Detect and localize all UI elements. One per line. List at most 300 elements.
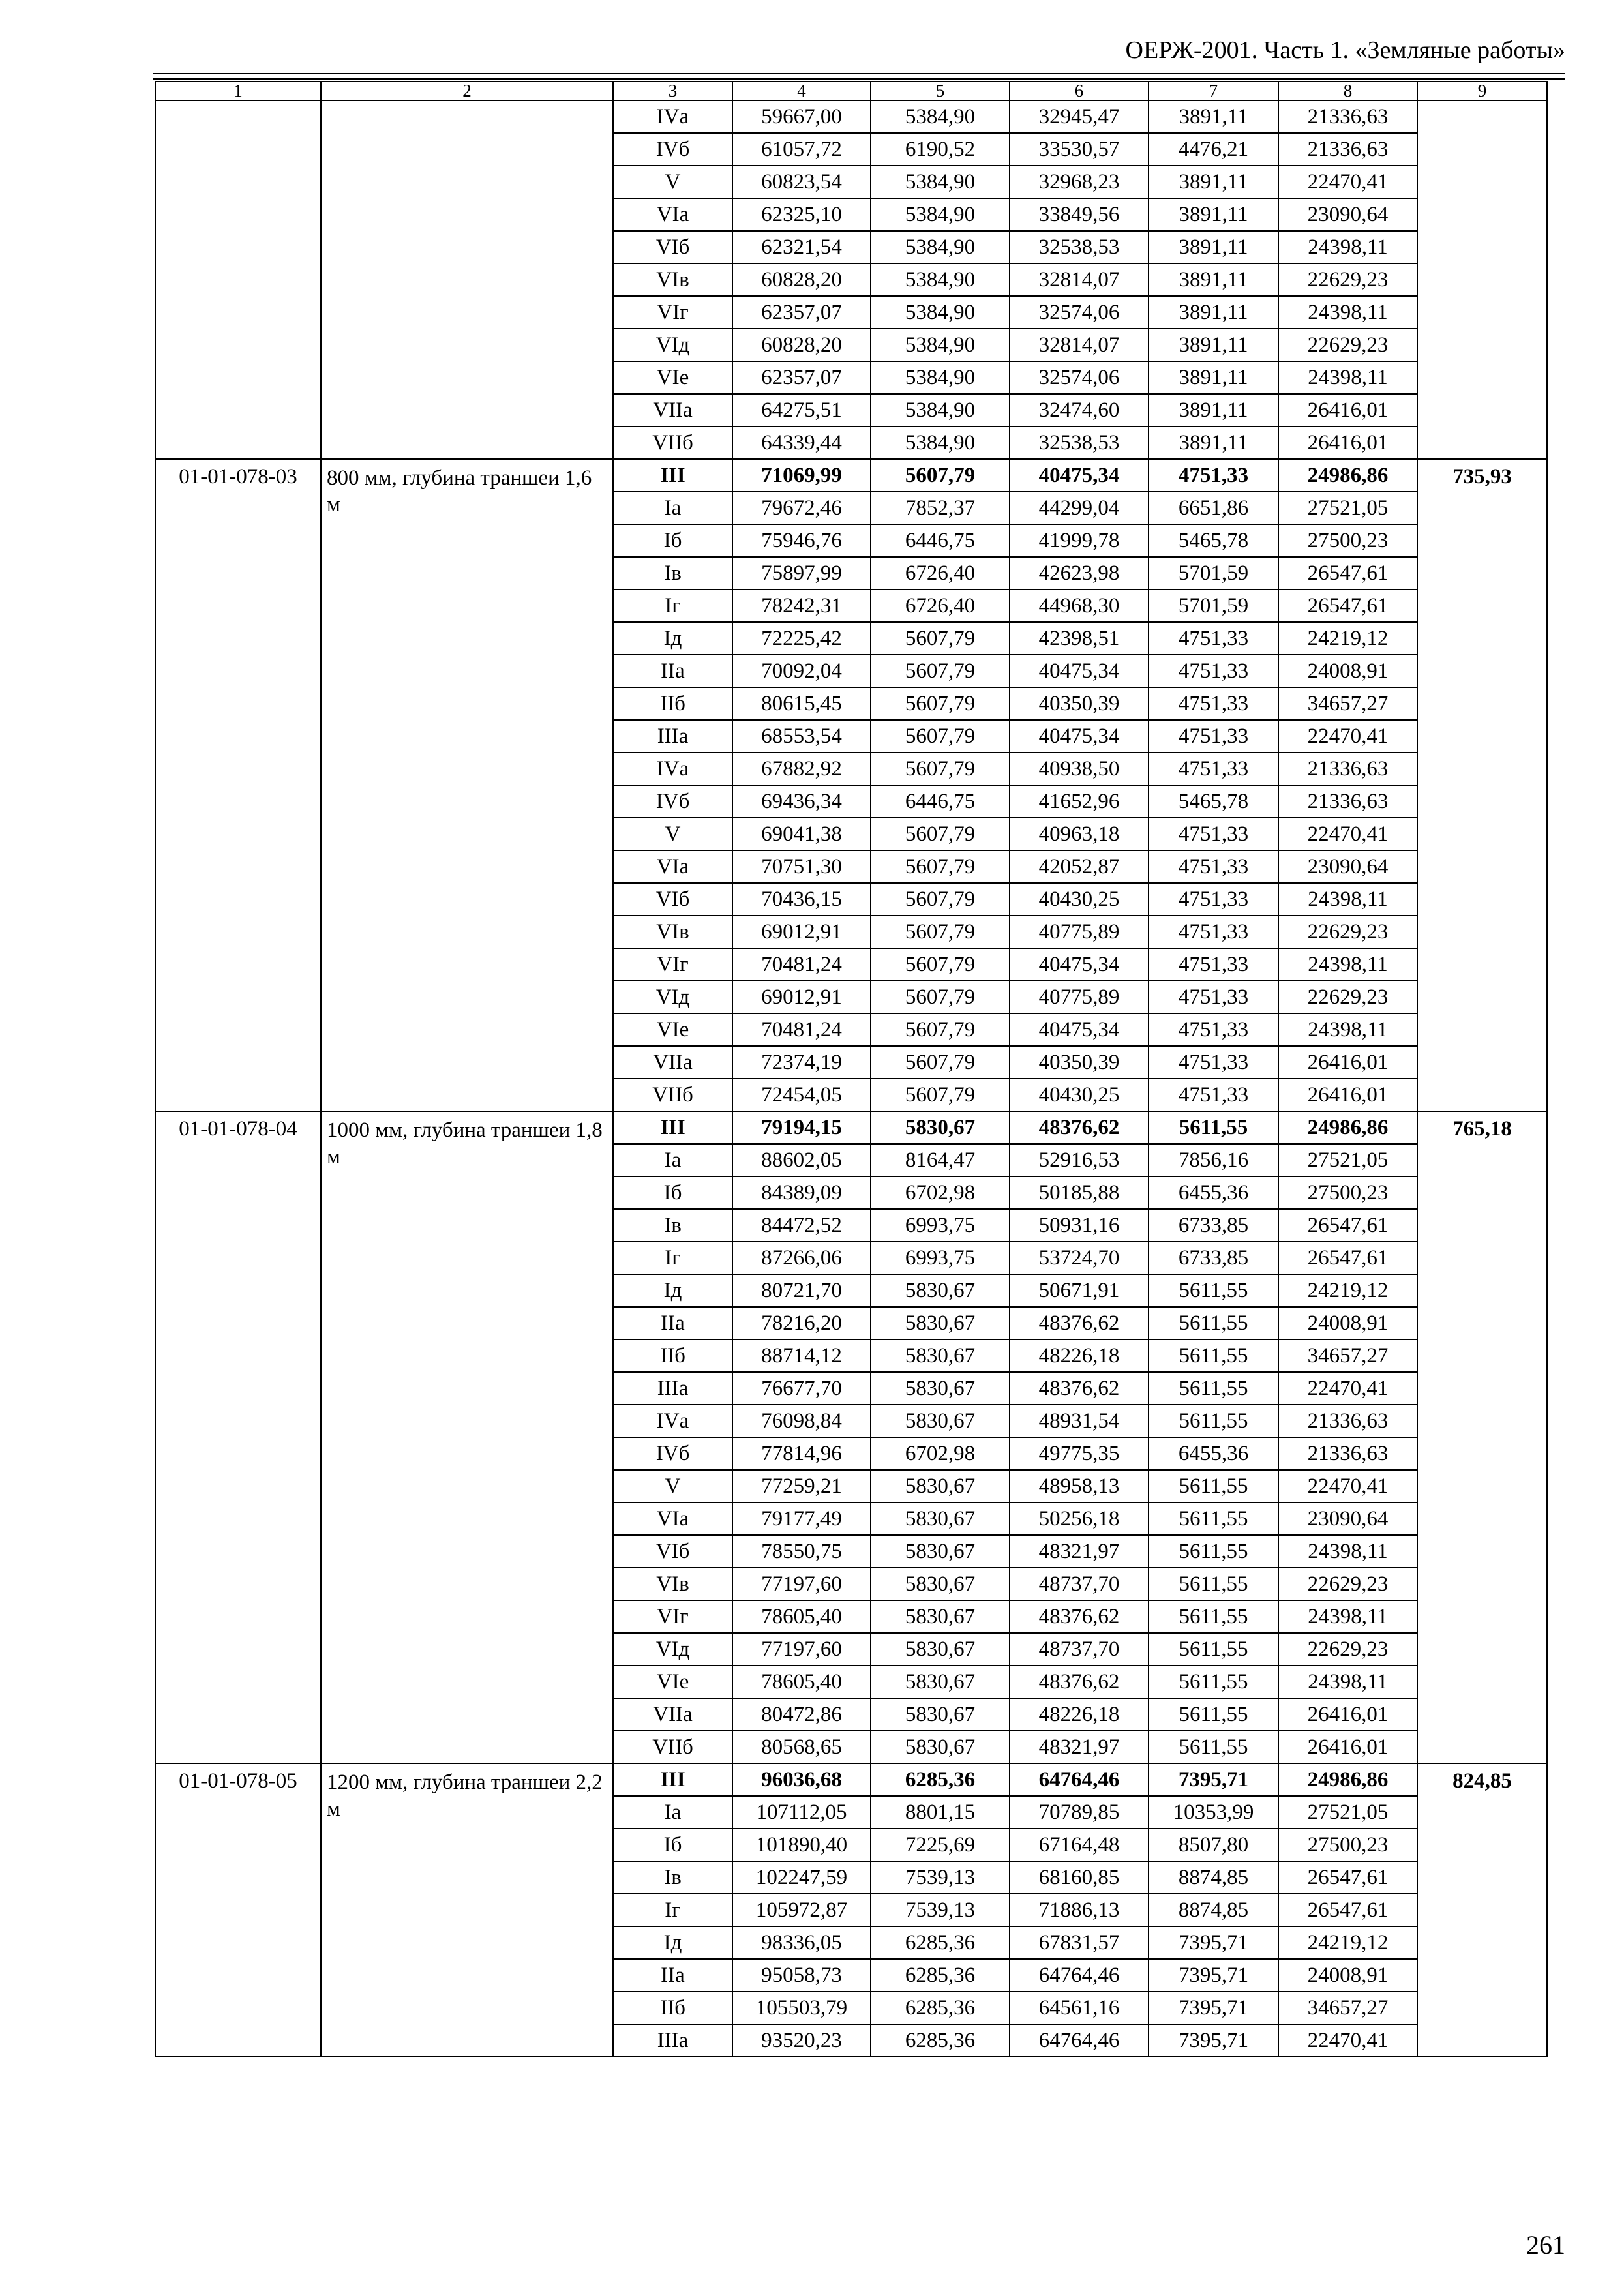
value-cell: 48321,97 [1010,1731,1149,1763]
value-cell: 42623,98 [1010,557,1149,590]
value-cell: 107112,05 [732,1796,871,1829]
zone-cell: VIе [613,1013,732,1046]
value-cell: 5384,90 [871,100,1010,133]
value-cell: 26547,61 [1278,1242,1417,1274]
value-cell: 5611,55 [1149,1307,1278,1339]
value-cell: 5607,79 [871,883,1010,916]
zone-cell: III [613,459,732,492]
value-cell: 70751,30 [732,850,871,883]
value-cell: 6455,36 [1149,1176,1278,1209]
zone-cell: Iа [613,492,732,524]
value-cell: 22470,41 [1278,818,1417,850]
value-cell: 68160,85 [1010,1861,1149,1894]
value-cell: 69041,38 [732,818,871,850]
value-cell: 5830,67 [871,1339,1010,1372]
zone-cell: Iг [613,1894,732,1926]
value-cell: 64764,46 [1010,2024,1149,2057]
value-cell: 5607,79 [871,916,1010,948]
column-number: 2 [321,82,613,100]
value-cell: 4751,33 [1149,459,1278,492]
value-cell: 48226,18 [1010,1339,1149,1372]
zone-cell: VIв [613,263,732,296]
value-cell: 32968,23 [1010,166,1149,198]
value-cell: 96036,68 [732,1763,871,1796]
rate-description: 800 мм, глубина траншеи 1,6 м [321,459,613,1111]
value-cell: 5465,78 [1149,785,1278,818]
rate-code: 01-01-078-03 [155,459,321,1111]
value-cell: 3891,11 [1149,426,1278,459]
value-cell: 27500,23 [1278,524,1417,557]
value-cell: 21336,63 [1278,753,1417,785]
value-cell: 4476,21 [1149,133,1278,166]
value-cell: 5611,55 [1149,1111,1278,1144]
value-cell: 26547,61 [1278,1209,1417,1242]
zone-cell: IIа [613,1959,732,1992]
value-cell: 6733,85 [1149,1242,1278,1274]
value-cell: 5830,67 [871,1470,1010,1503]
value-cell: 32814,07 [1010,329,1149,361]
value-cell: 60823,54 [732,166,871,198]
value-cell: 5384,90 [871,231,1010,263]
value-cell: 70092,04 [732,655,871,687]
value-cell: 64339,44 [732,426,871,459]
value-cell: 5607,79 [871,622,1010,655]
value-cell: 6446,75 [871,785,1010,818]
value-cell: 40938,50 [1010,753,1149,785]
value-cell: 8507,80 [1149,1829,1278,1861]
value-cell: 5611,55 [1149,1535,1278,1568]
value-cell: 5384,90 [871,329,1010,361]
value-cell: 5830,67 [871,1307,1010,1339]
value-cell: 10353,99 [1149,1796,1278,1829]
value-cell: 40475,34 [1010,655,1149,687]
value-cell: 26416,01 [1278,1079,1417,1111]
value-cell: 24398,11 [1278,883,1417,916]
zone-cell: Iг [613,590,732,622]
value-cell: 32538,53 [1010,426,1149,459]
value-cell: 3891,11 [1149,394,1278,426]
zone-cell: VIа [613,1503,732,1535]
value-cell: 24398,11 [1278,1666,1417,1698]
value-cell: 5384,90 [871,263,1010,296]
value-cell: 41652,96 [1010,785,1149,818]
value-cell: 5611,55 [1149,1274,1278,1307]
value-cell: 22629,23 [1278,329,1417,361]
value-cell: 5611,55 [1149,1405,1278,1437]
zone-cell: VIб [613,231,732,263]
rate-description [321,100,613,459]
value-cell: 5384,90 [871,296,1010,329]
value-cell: 48958,13 [1010,1470,1149,1503]
value-cell: 24398,11 [1278,296,1417,329]
zone-cell: IVа [613,1405,732,1437]
value-cell: 3891,11 [1149,263,1278,296]
value-cell: 72454,05 [732,1079,871,1111]
total-cell [1417,100,1547,459]
value-cell: 22629,23 [1278,1568,1417,1600]
value-cell: 8164,47 [871,1144,1010,1176]
value-cell: 23090,64 [1278,850,1417,883]
value-cell: 80568,65 [732,1731,871,1763]
column-number: 7 [1149,82,1278,100]
value-cell: 24398,11 [1278,361,1417,394]
value-cell: 7852,37 [871,492,1010,524]
zone-cell: Iд [613,1274,732,1307]
value-cell: 22470,41 [1278,1470,1417,1503]
value-cell: 40475,34 [1010,459,1149,492]
value-cell: 32538,53 [1010,231,1149,263]
value-cell: 5607,79 [871,687,1010,720]
value-cell: 5830,67 [871,1503,1010,1535]
value-cell: 4751,33 [1149,1079,1278,1111]
value-cell: 24986,86 [1278,1111,1417,1144]
value-cell: 33849,56 [1010,198,1149,231]
zone-cell: VIд [613,329,732,361]
value-cell: 7395,71 [1149,1992,1278,2024]
value-cell: 68553,54 [732,720,871,753]
value-cell: 32474,60 [1010,394,1149,426]
value-cell: 26547,61 [1278,557,1417,590]
value-cell: 3891,11 [1149,198,1278,231]
value-cell: 5384,90 [871,426,1010,459]
value-cell: 32574,06 [1010,361,1149,394]
value-cell: 3891,11 [1149,329,1278,361]
value-cell: 4751,33 [1149,818,1278,850]
value-cell: 3891,11 [1149,296,1278,329]
value-cell: 26416,01 [1278,394,1417,426]
value-cell: 67164,48 [1010,1829,1149,1861]
value-cell: 26416,01 [1278,426,1417,459]
zone-cell: VIд [613,981,732,1013]
zone-cell: IIIа [613,720,732,753]
value-cell: 72225,42 [732,622,871,655]
value-cell: 79194,15 [732,1111,871,1144]
column-number: 9 [1417,82,1547,100]
column-number: 8 [1278,82,1417,100]
value-cell: 5611,55 [1149,1731,1278,1763]
value-cell: 48931,54 [1010,1405,1149,1437]
zone-cell: IIа [613,1307,732,1339]
value-cell: 7225,69 [871,1829,1010,1861]
value-cell: 48226,18 [1010,1698,1149,1731]
value-cell: 102247,59 [732,1861,871,1894]
value-cell: 88714,12 [732,1339,871,1372]
zone-cell: Iд [613,622,732,655]
column-number: 4 [732,82,871,100]
column-number: 1 [155,82,321,100]
value-cell: 80615,45 [732,687,871,720]
value-cell: 5611,55 [1149,1470,1278,1503]
value-cell: 87266,06 [732,1242,871,1274]
value-cell: 5701,59 [1149,590,1278,622]
value-cell: 5830,67 [871,1666,1010,1698]
value-cell: 4751,33 [1149,850,1278,883]
value-cell: 24008,91 [1278,1307,1417,1339]
value-cell: 77259,21 [732,1470,871,1503]
zone-cell: V [613,818,732,850]
value-cell: 41999,78 [1010,524,1149,557]
value-cell: 33530,57 [1010,133,1149,166]
value-cell: 21336,63 [1278,785,1417,818]
zone-cell: IVа [613,100,732,133]
zone-cell: Iд [613,1926,732,1959]
value-cell: 6285,36 [871,1959,1010,1992]
value-cell: 4751,33 [1149,981,1278,1013]
value-cell: 40430,25 [1010,1079,1149,1111]
table-row [155,1111,1547,1144]
zone-cell: Iв [613,1209,732,1242]
value-cell: 50671,91 [1010,1274,1149,1307]
value-cell: 24398,11 [1278,948,1417,981]
value-cell: 4751,33 [1149,655,1278,687]
value-cell: 32945,47 [1010,100,1149,133]
zone-cell: VIа [613,198,732,231]
value-cell: 3891,11 [1149,361,1278,394]
value-cell: 40475,34 [1010,720,1149,753]
value-cell: 71069,99 [732,459,871,492]
value-cell: 6702,98 [871,1437,1010,1470]
zone-cell: VIд [613,1633,732,1666]
value-cell: 75946,76 [732,524,871,557]
value-cell: 69012,91 [732,981,871,1013]
value-cell: 5607,79 [871,459,1010,492]
value-cell: 7395,71 [1149,1926,1278,1959]
value-cell: 62325,10 [732,198,871,231]
rate-description: 1200 мм, глубина траншеи 2,2 м [321,1763,613,2057]
zone-cell: Iа [613,1144,732,1176]
value-cell: 95058,73 [732,1959,871,1992]
value-cell: 34657,27 [1278,1992,1417,2024]
total-cell: 824,85 [1417,1763,1547,2057]
value-cell: 7539,13 [871,1861,1010,1894]
value-cell: 40350,39 [1010,687,1149,720]
value-cell: 78242,31 [732,590,871,622]
value-cell: 4751,33 [1149,687,1278,720]
value-cell: 27521,05 [1278,492,1417,524]
value-cell: 105972,87 [732,1894,871,1926]
value-cell: 5611,55 [1149,1633,1278,1666]
column-number: 3 [613,82,732,100]
value-cell: 69436,34 [732,785,871,818]
value-cell: 4751,33 [1149,1013,1278,1046]
value-cell: 76677,70 [732,1372,871,1405]
total-cell: 735,93 [1417,459,1547,1111]
zone-cell: VIIб [613,1731,732,1763]
rate-description: 1000 мм, глубина траншеи 1,8 м [321,1111,613,1763]
zone-cell: Iб [613,1176,732,1209]
value-cell: 50256,18 [1010,1503,1149,1535]
value-cell: 60828,20 [732,263,871,296]
value-cell: 61057,72 [732,133,871,166]
value-cell: 6993,75 [871,1209,1010,1242]
value-cell: 7395,71 [1149,1763,1278,1796]
value-cell: 62321,54 [732,231,871,263]
value-cell: 105503,79 [732,1992,871,2024]
value-cell: 78216,20 [732,1307,871,1339]
value-cell: 5830,67 [871,1698,1010,1731]
value-cell: 5384,90 [871,361,1010,394]
value-cell: 59667,00 [732,100,871,133]
value-cell: 84472,52 [732,1209,871,1242]
value-cell: 40350,39 [1010,1046,1149,1079]
value-cell: 8874,85 [1149,1894,1278,1926]
value-cell: 3891,11 [1149,100,1278,133]
value-cell: 80721,70 [732,1274,871,1307]
value-cell: 23090,64 [1278,1503,1417,1535]
value-cell: 24219,12 [1278,1926,1417,1959]
zone-cell: III [613,1763,732,1796]
value-cell: 32574,06 [1010,296,1149,329]
value-cell: 5611,55 [1149,1666,1278,1698]
value-cell: 5830,67 [871,1731,1010,1763]
zone-cell: IVа [613,753,732,785]
value-cell: 52916,53 [1010,1144,1149,1176]
value-cell: 4751,33 [1149,753,1278,785]
value-cell: 6702,98 [871,1176,1010,1209]
value-cell: 78605,40 [732,1600,871,1633]
value-cell: 40430,25 [1010,883,1149,916]
zone-cell: IIIа [613,1372,732,1405]
value-cell: 5607,79 [871,753,1010,785]
value-cell: 3891,11 [1149,166,1278,198]
table-row [155,459,1547,492]
value-cell: 5830,67 [871,1633,1010,1666]
value-cell: 88602,05 [732,1144,871,1176]
value-cell: 22470,41 [1278,166,1417,198]
value-cell: 5830,67 [871,1405,1010,1437]
value-cell: 62357,07 [732,296,871,329]
value-cell: 78550,75 [732,1535,871,1568]
value-cell: 48376,62 [1010,1600,1149,1633]
rate-code: 01-01-078-04 [155,1111,321,1763]
value-cell: 22629,23 [1278,263,1417,296]
value-cell: 7539,13 [871,1894,1010,1926]
value-cell: 22629,23 [1278,916,1417,948]
value-cell: 5830,67 [871,1568,1010,1600]
value-cell: 6455,36 [1149,1437,1278,1470]
value-cell: 27521,05 [1278,1796,1417,1829]
zone-cell: VIIб [613,426,732,459]
value-cell: 6285,36 [871,2024,1010,2057]
zone-cell: VIб [613,883,732,916]
value-cell: 32814,07 [1010,263,1149,296]
value-cell: 72374,19 [732,1046,871,1079]
column-number-row [155,82,1547,100]
value-cell: 49775,35 [1010,1437,1149,1470]
value-cell: 79177,49 [732,1503,871,1535]
value-cell: 40775,89 [1010,916,1149,948]
value-cell: 21336,63 [1278,1437,1417,1470]
value-cell: 5607,79 [871,850,1010,883]
value-cell: 5607,79 [871,981,1010,1013]
rate-code [155,100,321,459]
value-cell: 27500,23 [1278,1176,1417,1209]
value-cell: 5607,79 [871,1079,1010,1111]
value-cell: 77197,60 [732,1568,871,1600]
zone-cell: VIIа [613,1698,732,1731]
value-cell: 98336,05 [732,1926,871,1959]
value-cell: 7856,16 [1149,1144,1278,1176]
value-cell: 23090,64 [1278,198,1417,231]
value-cell: 42398,51 [1010,622,1149,655]
value-cell: 5611,55 [1149,1339,1278,1372]
value-cell: 40475,34 [1010,948,1149,981]
value-cell: 24398,11 [1278,1600,1417,1633]
value-cell: 21336,63 [1278,133,1417,166]
value-cell: 5830,67 [871,1372,1010,1405]
value-cell: 26547,61 [1278,1894,1417,1926]
value-cell: 34657,27 [1278,1339,1417,1372]
value-cell: 4751,33 [1149,1046,1278,1079]
value-cell: 21336,63 [1278,1405,1417,1437]
value-cell: 26547,61 [1278,590,1417,622]
zone-cell: III [613,1111,732,1144]
value-cell: 40475,34 [1010,1013,1149,1046]
value-cell: 76098,84 [732,1405,871,1437]
value-cell: 5607,79 [871,1013,1010,1046]
value-cell: 24986,86 [1278,1763,1417,1796]
value-cell: 24986,86 [1278,459,1417,492]
value-cell: 50931,16 [1010,1209,1149,1242]
value-cell: 24398,11 [1278,1535,1417,1568]
value-cell: 4751,33 [1149,883,1278,916]
value-cell: 77197,60 [732,1633,871,1666]
zone-cell: VIа [613,850,732,883]
zone-cell: VIг [613,948,732,981]
value-cell: 60828,20 [732,329,871,361]
value-cell: 24398,11 [1278,231,1417,263]
zone-cell: Iа [613,1796,732,1829]
value-cell: 5830,67 [871,1274,1010,1307]
zone-cell: VIв [613,1568,732,1600]
value-cell: 44299,04 [1010,492,1149,524]
zone-cell: VIг [613,296,732,329]
zone-cell: VIе [613,361,732,394]
value-cell: 8874,85 [1149,1861,1278,1894]
value-cell: 48321,97 [1010,1535,1149,1568]
zone-cell: Iг [613,1242,732,1274]
value-cell: 75897,99 [732,557,871,590]
value-cell: 62357,07 [732,361,871,394]
zone-cell: IIб [613,687,732,720]
value-cell: 27521,05 [1278,1144,1417,1176]
value-cell: 5384,90 [871,198,1010,231]
zone-cell: V [613,166,732,198]
value-cell: 21336,63 [1278,100,1417,133]
value-cell: 4751,33 [1149,622,1278,655]
value-cell: 26416,01 [1278,1731,1417,1763]
value-cell: 48376,62 [1010,1372,1149,1405]
value-cell: 6285,36 [871,1763,1010,1796]
zone-cell: IIа [613,655,732,687]
value-cell: 27500,23 [1278,1829,1417,1861]
value-cell: 5701,59 [1149,557,1278,590]
zone-cell: VIIб [613,1079,732,1111]
zone-cell: IIIа [613,2024,732,2057]
page-header-title: ОЕРЖ-2001. Часть 1. «Земляные работы» [1125,37,1565,64]
column-number: 5 [871,82,1010,100]
value-cell: 44968,30 [1010,590,1149,622]
value-cell: 5607,79 [871,655,1010,687]
value-cell: 5611,55 [1149,1503,1278,1535]
value-cell: 5611,55 [1149,1600,1278,1633]
value-cell: 93520,23 [732,2024,871,2057]
value-cell: 22629,23 [1278,981,1417,1013]
value-cell: 101890,40 [732,1829,871,1861]
table-row [155,1763,1547,1796]
value-cell: 26416,01 [1278,1698,1417,1731]
column-number: 6 [1010,82,1149,100]
